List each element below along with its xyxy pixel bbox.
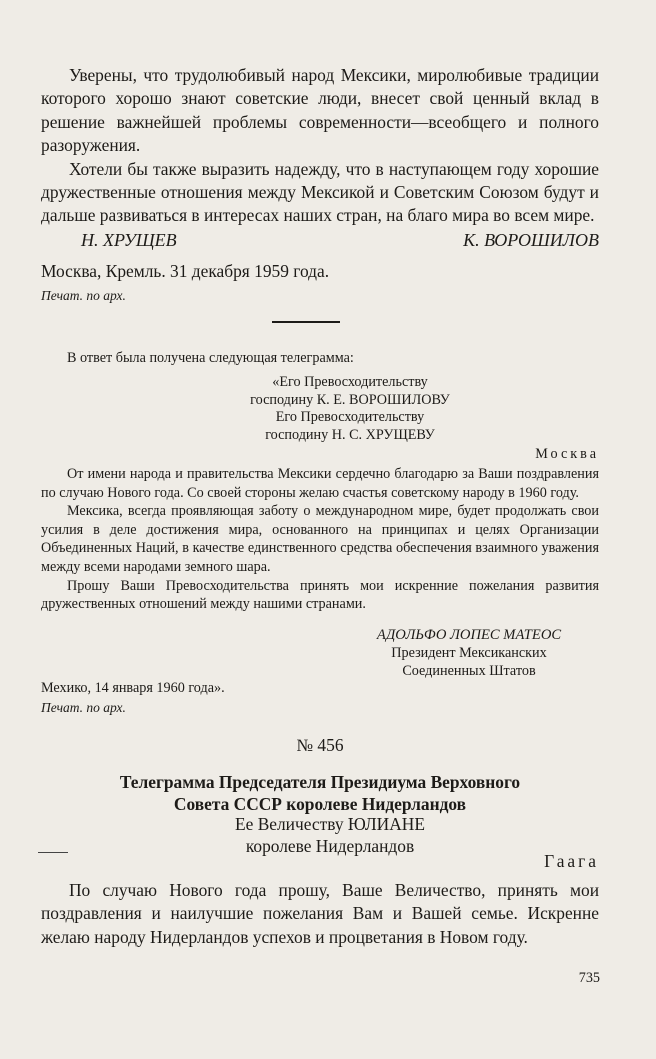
reply-addressee-1: «Его Превосходительству — [272, 374, 428, 390]
archive-source-1: Печат. по арх. — [41, 288, 126, 303]
telegram-addressee-2: королеве Нидерландов — [245, 836, 415, 856]
archive-source-2: Печат. по арх. — [41, 700, 126, 715]
telegram-title-line-2: Совета СССР королеве Нидерландов — [173, 794, 467, 814]
telegram-paragraph-greeting: По случаю Нового года прошу, Ваше Величество, принять мои поздравления и наилучшие пожелания Вам и Вашей семье. Искренне желаю народу Нидерландов успехов и процветания в Новом году. — [41, 880, 599, 947]
reply-signer-title-1: Президент Мексиканских — [391, 645, 547, 661]
reply-place-date: Мехико, 14 января 1960 года». — [41, 680, 225, 696]
signatures-row — [41, 230, 621, 251]
page-number: 735 — [578, 970, 600, 986]
reply-intro: В ответ была получена следующая телеграмма: — [67, 350, 354, 366]
reply-signer-name: АДОЛЬФО ЛОПЕС МАТЕОС — [376, 627, 562, 643]
reply-addressee-2: господину К. Е. ВОРОШИЛОВУ — [250, 391, 450, 408]
telegram-title — [41, 771, 599, 815]
reply-signer-title-2: Соединенных Штатов — [402, 662, 536, 679]
reply-paragraph-thanks: От имени народа и правительства Мексики сердечно благодарю за Ваши поздравления по случаю Нового года. Со своей стороны желаю счастья советскому народу в 1960 году. — [41, 466, 599, 501]
reply-addressee-4: господину Н. С. ХРУЩЕВУ — [265, 426, 435, 443]
section-divider — [272, 321, 340, 323]
reply-city: Москва — [535, 446, 599, 462]
reply-body — [41, 465, 599, 614]
signature-khrushchev: Н. ХРУЩЕВ — [81, 230, 177, 250]
paragraph-disarmament: Уверены, что трудолюбивый народ Мексики, миролюбивые традиции которого хорошо знают советские люди, внесет свой ценный вклад в решение важнейшей проблемы современности—всеобщего и полного разоружения. — [41, 65, 599, 156]
telegram-title-line-1: Телеграмма Председателя Президиума Верховного — [119, 772, 521, 792]
reply-paragraph-peace: Мексика, всегда проявляющая заботу о международном мире, будет продолжать свои усилия в деле достижения мира, основанного на принципах и целях Организации Объединенных Наций, в качестве единственного средства обеспечения взаимного уважения между всеми народами земного шара. — [41, 503, 599, 575]
reply-address-block — [220, 374, 480, 444]
telegram-body — [41, 879, 599, 949]
paragraph-friendly-relations: Хотели бы также выразить надежду, что в наступающем году хорошие дружественные отношения между Мексикой и Советским Союзом будут и дальше развиваться в интересах наших стран, на благо мира во всем мире. — [41, 158, 599, 226]
letter-closing-section — [41, 64, 599, 228]
place-date-moscow: Москва, Кремль. 31 декабря 1959 года. — [41, 261, 330, 281]
signature-voroshilov: К. ВОРОШИЛОВ — [463, 230, 599, 250]
reply-signature-block — [340, 626, 598, 680]
telegram-city: Гаага — [544, 851, 599, 871]
reply-paragraph-wishes: Прошу Ваши Превосходительства принять мои искренние пожелания развития дружественных отношений между нашими странами. — [41, 577, 599, 613]
telegram-addressee-1: Ее Величеству ЮЛИАНЕ — [235, 814, 425, 834]
document-number: № 456 — [296, 735, 344, 755]
reply-addressee-3: Его Превосходительству — [275, 409, 425, 425]
